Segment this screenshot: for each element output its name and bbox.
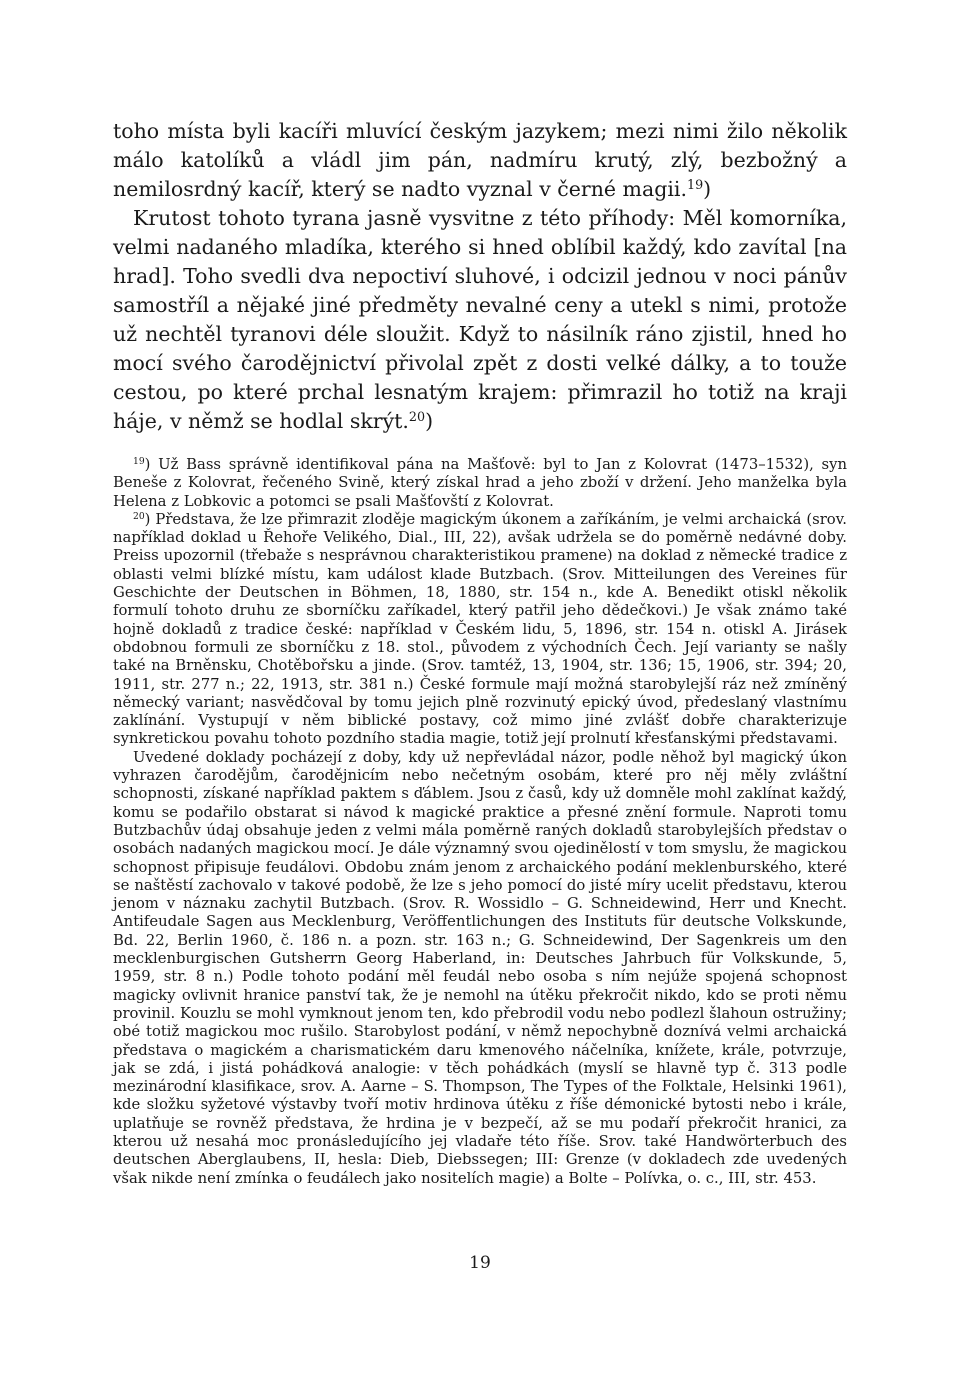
footnote-ref-paren: ) (703, 177, 712, 201)
footnotes (113, 456, 847, 1188)
footnote-ref-paren: ) (425, 409, 434, 433)
main-paragraph-2 (113, 204, 847, 436)
footnote-marker-19: 19 (133, 455, 145, 467)
footnote-marker-20: 20 (133, 510, 145, 522)
main-paragraph-2-text: Krutost tohoto tyrana jasně vysvitne z této příhody: Měl komorníka, velmi nadaného mladíka, kterého si hned oblíbil každý, kdo zavítal [na hrad]. Toho svedli dva nepoctiví sluhové, i odcizil jednou v noci pánův samostříl a nějaké jiné předměty nevalné ceny a utekl s nimi, protože už nechtěl tyranovi déle sloužit. Když to násilník ráno zjistil, hned ho mocí svého čarodějnictví přivolal zpět z dosti velké dálky, a to touže cestou, po které prchal lesnatým krajem: přimrazil ho totiž na kraji háje, v němž se hodlal skrýt. (113, 206, 847, 433)
main-paragraph-1-text: toho místa byli kacíři mluvící českým jazykem; mezi nimi žilo několik málo katolíků a vládl jim pán, nadmíru krutý, zlý, bezbožný a nemilosrdný kacíř, který se nadto vyznal v černé magii. (113, 119, 847, 201)
footnote-19 (113, 456, 847, 511)
page-number: 19 (469, 1253, 491, 1273)
footnote-ref-20: 20 (408, 409, 426, 425)
footnote-ref-19: 19 (686, 177, 704, 193)
footnote-20 (113, 511, 847, 749)
main-paragraph-1 (113, 117, 847, 204)
footnote-20-text: ) Představa, že lze přimrazit zloděje magickým úkonem a zaříkáním, je velmi archaická (srov. například doklad u Řehoře Velikého, Dial., III, 22), avšak udržela se do poměrně nedávné doby. Preiss upozornil (třebaže s nesprávnou charakteristikou pramene) na doklad z německé tradice z oblasti velmi blízké místu, kam událost klade Butzbach. (Srov. Mitteilungen des Vereines für Geschichte der Deutschen in Böhmen, 18, 1880, str. 154 n., kde A. Benedikt otiskl několik formulí tohoto druhu ze sborníčku zaříkadel, který patřil jeho dědečkovi.) Je však známo také hojně dokladů z tradice české: například v Českém lidu, 5, 1896, str. 154 n. otiskl A. Jirásek obdobnou formuli ze sborníčku z 18. stol., původem z východních Čech. Její varianty se našly také na Brněnsku, Chotěbořsku a jinde. (Srov. tamtéž, 13, 1904, str. 136; 15, 1906, str. 394; 20, 1911, str. 277 n.; 22, 1913, str. 381 n.) České formule mají možná starobylejší ráz než zmíněný německý variant; nasvědčoval by tomu jejich plně rozvinutý epický úvod, předeslaný vlastnímu zaklínání. Vystupují v něm biblické postavy, což mimo jiné zvlášť dobře charakterizuje synkretickou povahu tohoto pozdního stadia magie, totiž její prolnutí křesťanskými představami. (113, 510, 847, 748)
main-text (113, 117, 847, 436)
footnote-20-continuation: Uvedené doklady pocházejí z doby, kdy už nepřevládal názor, podle něhož byl magický úkon vyhrazen čarodějům, čarodějnicím nebo nečetným osobám, které pro něj měly zvláštní schopnosti, získané například paktem s ďáblem. Jsou z časů, kdy už domněle mohl zaklínat každý, komu se podařilo obstarat si návod k magické praktice a přesné znění formule. Naproti tomu Butzbachův údaj obsahuje jeden z velmi mála poměrně raných dokladů starobylejších představ o osobách nadaných magickou mocí. Je dále významný svou ojedinělostí v tom smyslu, že magickou schopnost připisuje feudálovi. Obdobu znám jenom z archaického podání meklenburského, které se naštěstí zachovalo v takové podobě, že lze s jeho pomocí do jisté míry ucelit představu, kterou jenom v náznaku zachytil Butzbach. (Srov. R. Wossidlo – G. Schneidewind, Herr und Knecht. Antifeudale Sagen aus Mecklenburg, Veröffentlichungen des Instituts für deutsche Volkskunde, Bd. 22, Berlin 1960, č. 186 n. a pozn. str. 163 n.; G. Schneidewind, Der Sagenkreis um den mecklenburgischen Gutsherrn Georg Haberland, in: Deutsches Jahrbuch für Volkskunde, 5, 1959, str. 8 n.) Podle tohoto podání měl feudál nebo osoba s ním nejúže spojená schopnost magicky ovlivnit hranice panství tak, že je nemohl na útěku překročit nikdo, kdo se proti němu provinil. Kouzlu se mohl vymknout jenom ten, kdo přebrodil vodu nebo podlezl šlahoun ostružiny; obé totiž magickou moc rušilo. Starobylost podání, v němž nepochybně doznívá velmi archaická představa o magickém a charismatickém daru kmenového náčelníka, knížete, krále, potvrzuje, jak se zdá, i jistá pohádková analogie: v těch pohádkách (myslí se hlavně typ č. 313 podle mezinárodní klasifikace, srov. A. Aarne – S. Thompson, The Types of the Folktale, Helsinki 1961), kde složku syžetové výstavby tvoří motiv hrdinova útěku z říše démonické bytosti nebo i krále, uplatňuje se rovněž představa, že hrdina je v bezpečí, až se mu podaří překročit hranici, za kterou už nesahá moc pronásledujícího jej vladaře této říše. Srov. také Handwörterbuch des deutschen Aberglaubens, II, hesla: Dieb, Diebssegen; III: Grenze (v dokladech zde uvedených však nikde není zmínka o feudálech jako nositelích magie) a Bolte – Polívka, o. c., III, str. 453. (113, 748, 847, 1187)
footnote-19-text: ) Už Bass správně identifikoval pána na Mašťově: byl to Jan z Kolovrat (1473–1532), syn Beneše z Kolovrat, řečeného Svině, který získal hrad a jeho zboží v držení. Jeho manželka byla Helena z Lobkovic a potomci se psali Mašťovští z Kolovrat. (113, 456, 847, 510)
